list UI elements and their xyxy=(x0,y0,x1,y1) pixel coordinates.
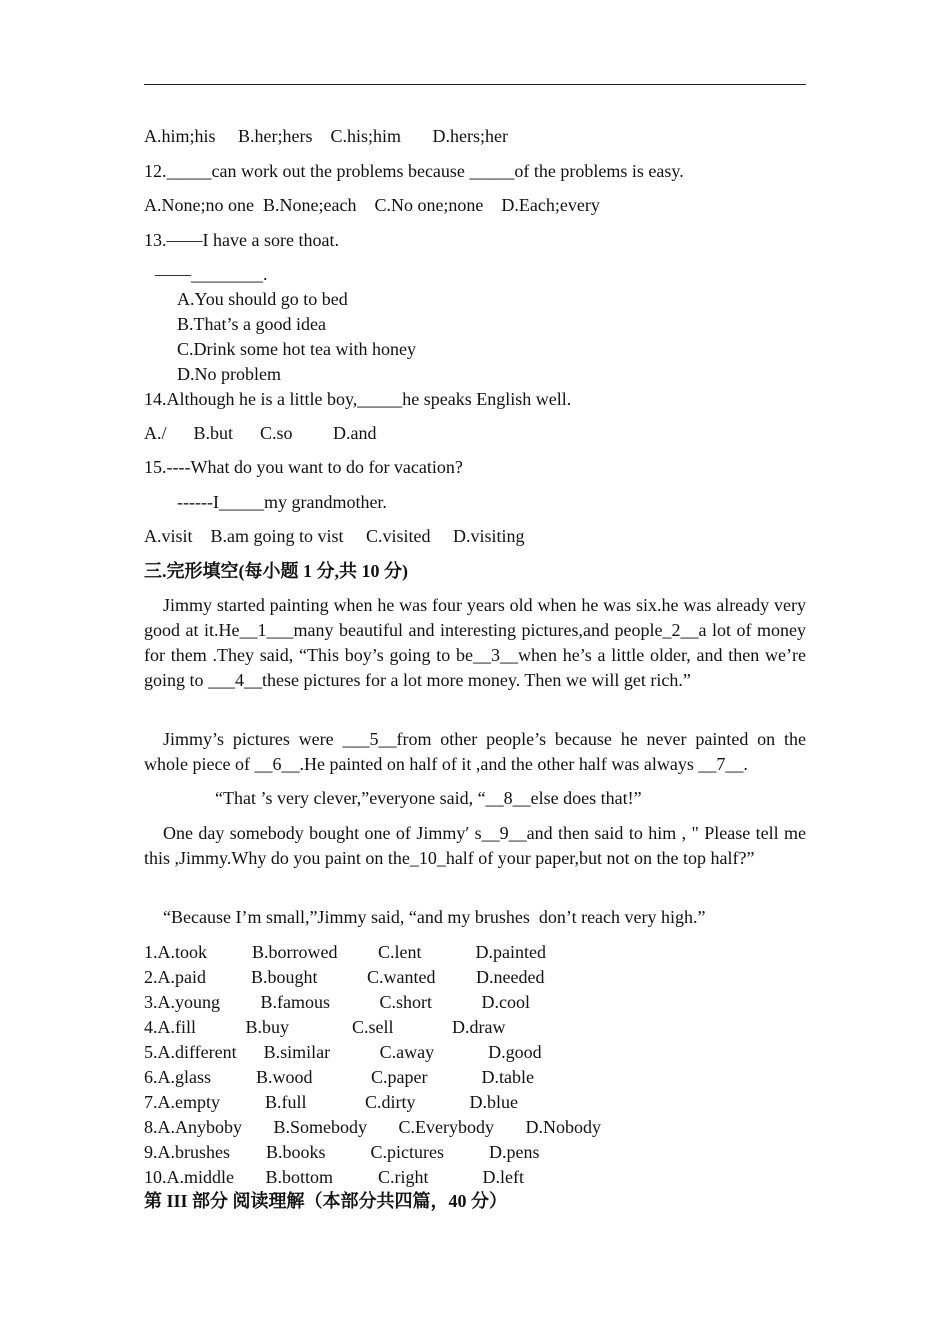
cloze-choice-8: 8.A.Anyboby B.Somebody C.Everybody D.Nobody xyxy=(144,1117,601,1137)
cloze-choice-10: 10.A.middle B.bottom C.right D.left xyxy=(144,1167,524,1187)
q13-option-d: D.No problem xyxy=(177,364,281,384)
cloze-paragraph-1: Jimmy started painting when he was four years old when he was six.he was already very good at it.He__1___many beautiful and interesting pictures,and people_2__a lot of money for them .They said, “This boy’s going to be__3__when he’s a little older, and then we’re going to ___4__these pictures for a lot more money. Then we will get rich.” xyxy=(144,595,806,690)
cloze-choice-3: 3.A.young B.famous C.short D.cool xyxy=(144,992,530,1012)
q12-options: A.None;no one B.None;each C.No one;none D.Each;every xyxy=(144,195,600,215)
cloze-choice-5: 5.A.different B.similar C.away D.good xyxy=(144,1042,542,1062)
q13-question: 13.——I have a sore thoat. xyxy=(144,230,339,250)
cloze-choice-9: 9.A.brushes B.books C.pictures D.pens xyxy=(144,1142,540,1162)
q15-reply: ------I_____my grandmother. xyxy=(177,492,387,512)
q13-reply: ——________. xyxy=(155,264,268,284)
q14-options: A./ B.but C.so D.and xyxy=(144,423,377,443)
q13-option-b: B.That’s a good idea xyxy=(177,314,326,334)
cloze-paragraph-3: “That ’s very clever,”everyone said, “__8__else does that!” xyxy=(215,788,642,808)
cloze-choice-7: 7.A.empty B.full C.dirty D.blue xyxy=(144,1092,518,1112)
cloze-choice-6: 6.A.glass B.wood C.paper D.table xyxy=(144,1067,534,1087)
q14-question: 14.Although he is a little boy,_____he speaks English well. xyxy=(144,389,572,409)
q13-option-c: C.Drink some hot tea with honey xyxy=(177,339,416,359)
cloze-paragraph-5: “Because I’m small,”Jimmy said, “and my brushes don’t reach very high.” xyxy=(163,907,706,927)
header-rule xyxy=(144,84,806,85)
q12-question: 12._____can work out the problems because _____of the problems is easy. xyxy=(144,161,684,181)
q11-options: A.him;his B.her;hers C.his;him D.hers;her xyxy=(144,126,508,146)
cloze-choice-1: 1.A.took B.borrowed C.lent D.painted xyxy=(144,942,546,962)
cloze-paragraph-2: Jimmy’s pictures were ___5__from other people’s because he never painted on the whole piece of __6__.He painted on half of it ,and the other half was always __7__. xyxy=(144,729,806,774)
q13-option-a: A.You should go to bed xyxy=(177,289,348,309)
cloze-choice-4: 4.A.fill B.buy C.sell D.draw xyxy=(144,1017,506,1037)
q15-question: 15.----What do you want to do for vacation? xyxy=(144,457,463,477)
cloze-paragraph-4: One day somebody bought one of Jimmy′ s__9__and then said to him , " Please tell me this ,Jimmy.Why do you paint on the_10_half of your paper,but not on the top half?” xyxy=(144,823,806,868)
cloze-choice-2: 2.A.paid B.bought C.wanted D.needed xyxy=(144,967,545,987)
q15-options: A.visit B.am going to vist C.visited D.visiting xyxy=(144,526,525,546)
part-heading-reading: 第 III 部分 阅读理解（本部分共四篇，40 分） xyxy=(144,1191,508,1211)
section-heading-cloze: 三.完形填空(每小题 1 分,共 10 分) xyxy=(144,561,408,581)
